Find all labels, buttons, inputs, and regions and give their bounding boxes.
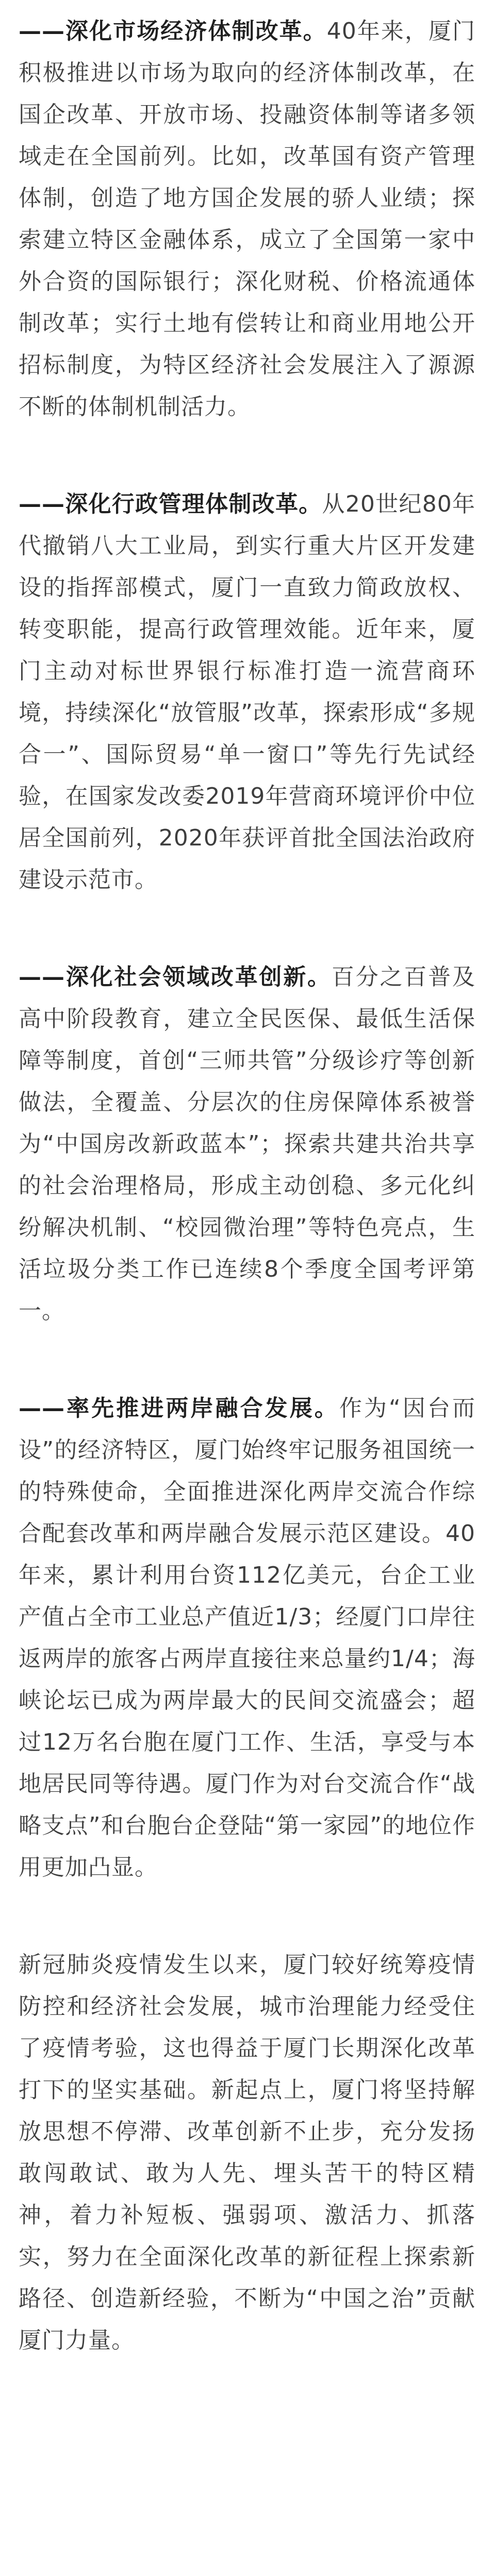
paragraph-text: 百分之百普及高中阶段教育，建立全民医保、最低生活保障等制度，首创“三师共管”分级诊疗等创新做法，全覆盖、分层次的住房保障体系被誉为“中国房改新政蓝本”；探索共建共治共享的社会治理格局，形成主动创稳、多元化纠纷解决机制、“校园微治理”等特色亮点，生活垃圾分类工作已连续8个季度全国考评第一。 (19, 964, 476, 1324)
paragraph-market-economy-reform (19, 10, 475, 428)
paragraph-text: 40年来，厦门积极推进以市场为取向的经济体制改革，在国企改革、开放市场、投融资体制等诸多领域走在全国前列。比如，改革国有资产管理体制，创造了地方国企发展的骄人业绩；探索建立特区金融体系，成立了全国第一家中外合资的国际银行；深化财税、价格流通体制改革；实行土地有偿转让和商业用地公开招标制度，为特区经济社会发展注入了源源不断的体制机制活力。 (19, 18, 476, 420)
paragraph-text: 新冠肺炎疫情发生以来，厦门较好统筹疫情防控和经济社会发展，城市治理能力经受住了疫情考验，这也得益于厦门长期深化改革打下的坚实基础。新起点上，厦门将坚持解放思想不停滞、改革创新不止步，充分发扬敢闯敢试、敢为人先、埋头苦干的特区精神，着力补短板、强弱项、激活力、抓落实，努力在全面深化改革的新征程上探索新路径、创造新经验，不断为“中国之治”贡献厦门力量。 (19, 1952, 475, 2353)
paragraph-lead: ——深化社会领域改革创新。 (19, 964, 332, 990)
paragraph-lead: ——深化市场经济体制改革。 (19, 18, 327, 44)
paragraph-cross-strait-integration (19, 1387, 475, 1888)
paragraph-text: 作为“因台而设”的经济特区，厦门始终牢记服务祖国统一的特殊使命，全面推进深化两岸交流合作综合配套改革和两岸融合发展示范区建设。40年来，累计利用台资112亿美元，台企工业产值占全市工业总产值近1/3；经厦门口岸往返两岸的旅客占两岸直接往来总量约1/4；海峡论坛已成为两岸最大的民间交流盛会；超过12万名台胞在厦门工作、生活，享受与本地居民同等待遇。厦门作为对台交流合作“战略支点”和台胞台企登陆“第一家园”的地位作用更加凸显。 (19, 1395, 476, 1880)
paragraph-lead: ——率先推进两岸融合发展。 (19, 1395, 339, 1421)
paragraph-social-reform (19, 956, 475, 1332)
paragraph-lead: ——深化行政管理体制改革。 (19, 491, 322, 517)
paragraph-text: 从20世纪80年代撤销八大工业局，到实行重大片区开发建设的指挥部模式，厦门一直致力简政放权、转变职能，提高行政管理效能。近年来，厦门主动对标世界银行标准打造一流营商环境，持续深化“放管服”改革，探索形成“多规合一”、国际贸易“单一窗口”等先行先试经验，在国家发改委2019年营商环境评价中位居全国前列，2020年获评首批全国法治政府建设示范市。 (19, 491, 475, 893)
paragraph-conclusion (19, 1944, 475, 2361)
paragraph-administrative-reform (19, 483, 475, 901)
